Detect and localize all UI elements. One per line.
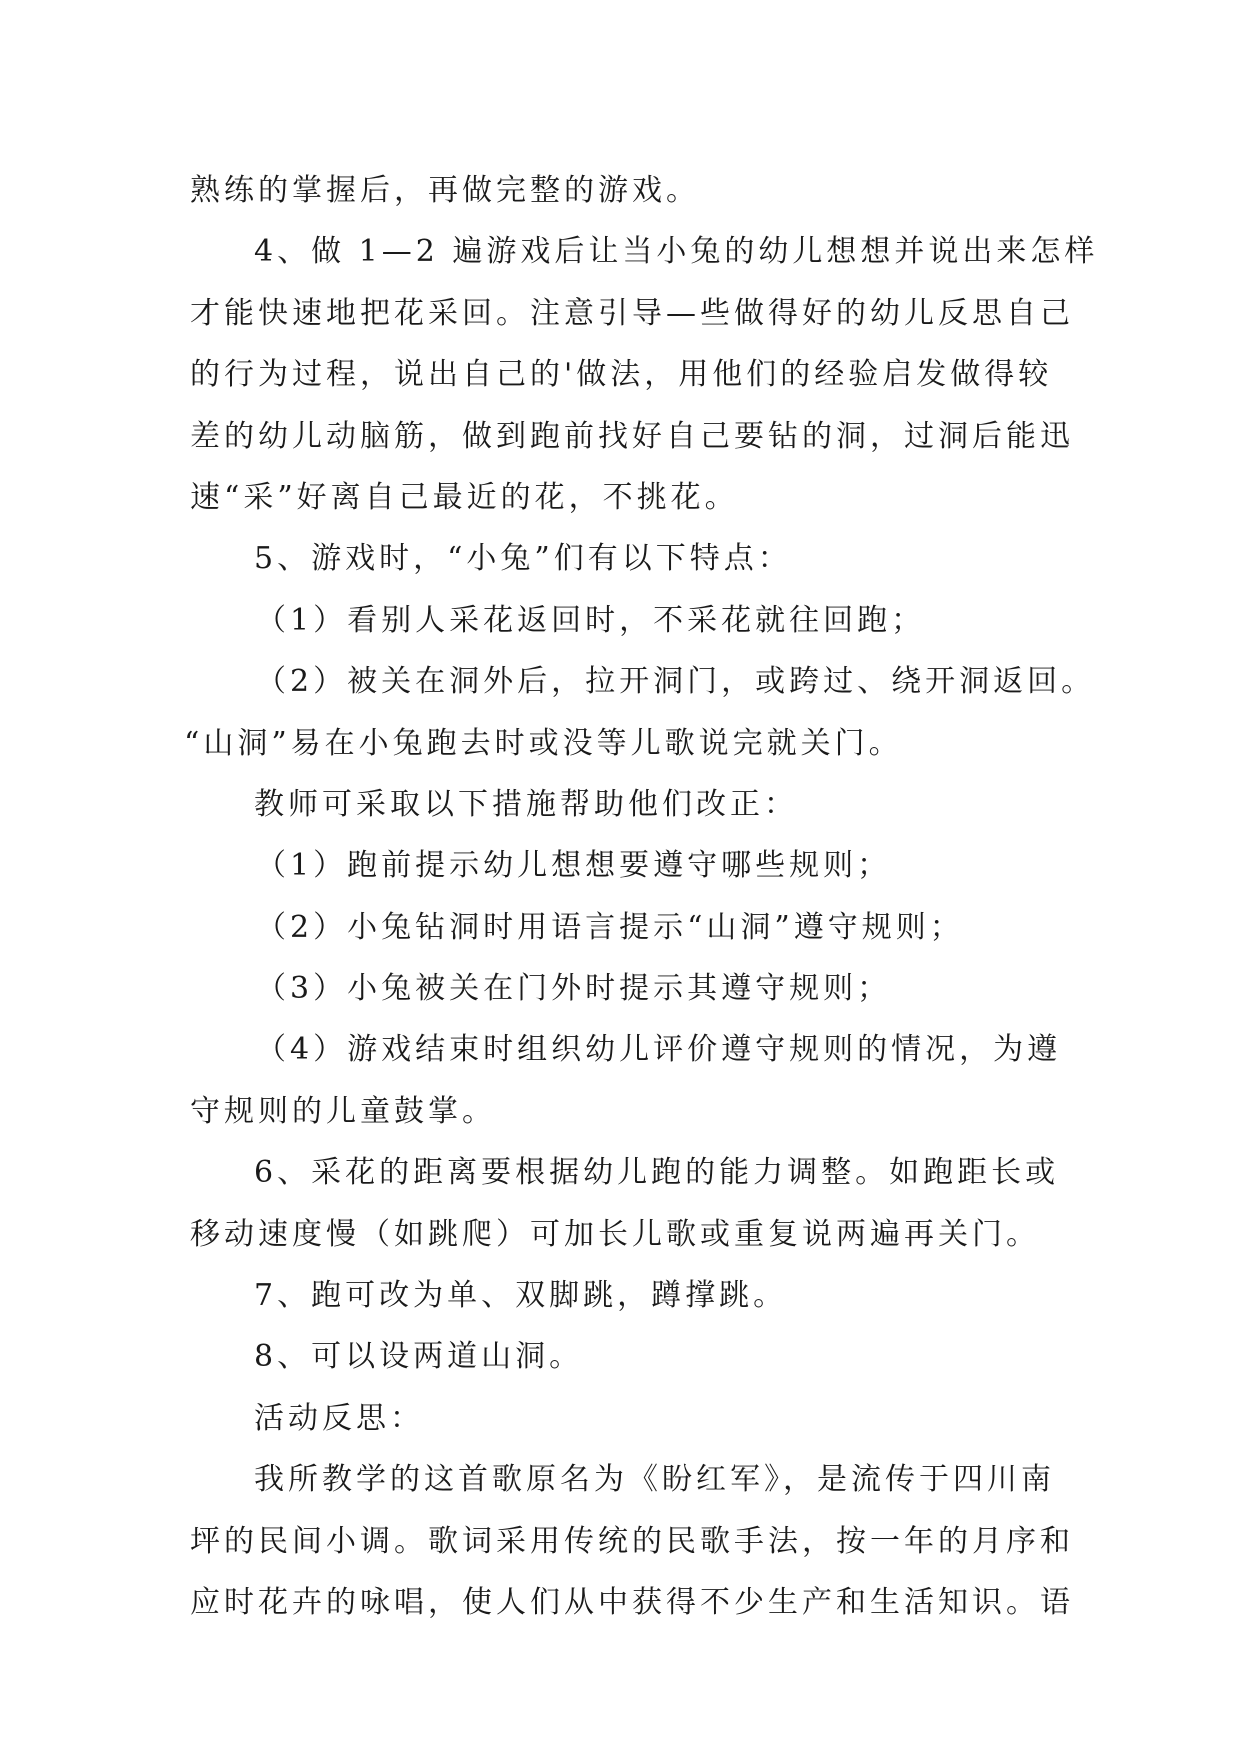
text-line: 速“采”好离自己最近的花，不挑花。 bbox=[190, 479, 739, 515]
text-line: （2）小兔钻洞时用语言提示“山洞”遵守规则； bbox=[256, 909, 964, 945]
text-line: 守规则的儿童鼓掌。 bbox=[190, 1093, 496, 1129]
text-line: 5、游戏时，“小兔”们有以下特点： bbox=[254, 541, 792, 577]
text-line: （1）跑前提示幼儿想想要遵守哪些规则； bbox=[256, 848, 892, 884]
text-line: （3）小兔被关在门外时提示其遵守规则； bbox=[256, 971, 892, 1007]
text-line: 熟练的掌握后，再做完整的游戏。 bbox=[190, 173, 700, 208]
text-line: 才能快速地把花采回。注意引导—些做得好的幼儿反思自己 bbox=[190, 295, 1074, 331]
text-line: 的行为过程，说出自己的'做法，用他们的经验启发做得较 bbox=[190, 357, 1053, 393]
text-line: 应时花卉的咏唱，使人们从中获得不少生产和生活知识。语 bbox=[190, 1584, 1074, 1620]
text-line: （2）被关在洞外后，拉开洞门，或跨过、绕开洞返回。 bbox=[256, 664, 1096, 700]
text-line: 教师可采取以下措施帮助他们改正： bbox=[254, 786, 798, 822]
document-body bbox=[184, 160, 1099, 1633]
section-heading: 活动反思： bbox=[254, 1400, 424, 1436]
text-line: 4、做 1—2 遍游戏后让当小兔的幼儿想想并说出来怎样 bbox=[254, 234, 1099, 270]
text-line: 6、采花的距离要根据幼儿跑的能力调整。如跑距长或 bbox=[254, 1155, 1060, 1191]
text-line: 我所教学的这首歌原名为《盼红军》，是流传于四川南 bbox=[254, 1462, 1055, 1498]
text-line: 移动速度慢（如跳爬）可加长儿歌或重复说两遍再关门。 bbox=[190, 1216, 1040, 1252]
text-line: 8、可以设两道山洞。 bbox=[254, 1339, 584, 1375]
text-line: （4）游戏结束时组织幼儿评价遵守规则的情况，为遵 bbox=[256, 1032, 1062, 1068]
text-line: （1）看别人采花返回时，不采花就往回跑； bbox=[256, 602, 926, 638]
text-line: 差的幼儿动脑筋，做到跑前找好自己要钻的洞，过洞后能迅 bbox=[190, 418, 1074, 454]
text-line: 7、跑可改为单、双脚跳，蹲撑跳。 bbox=[254, 1278, 788, 1314]
text-line: “山洞”易在小兔跑去时或没等儿歌说完就关门。 bbox=[184, 725, 903, 761]
text-line: 坪的民间小调。歌词采用传统的民歌手法，按一年的月序和 bbox=[190, 1523, 1074, 1559]
